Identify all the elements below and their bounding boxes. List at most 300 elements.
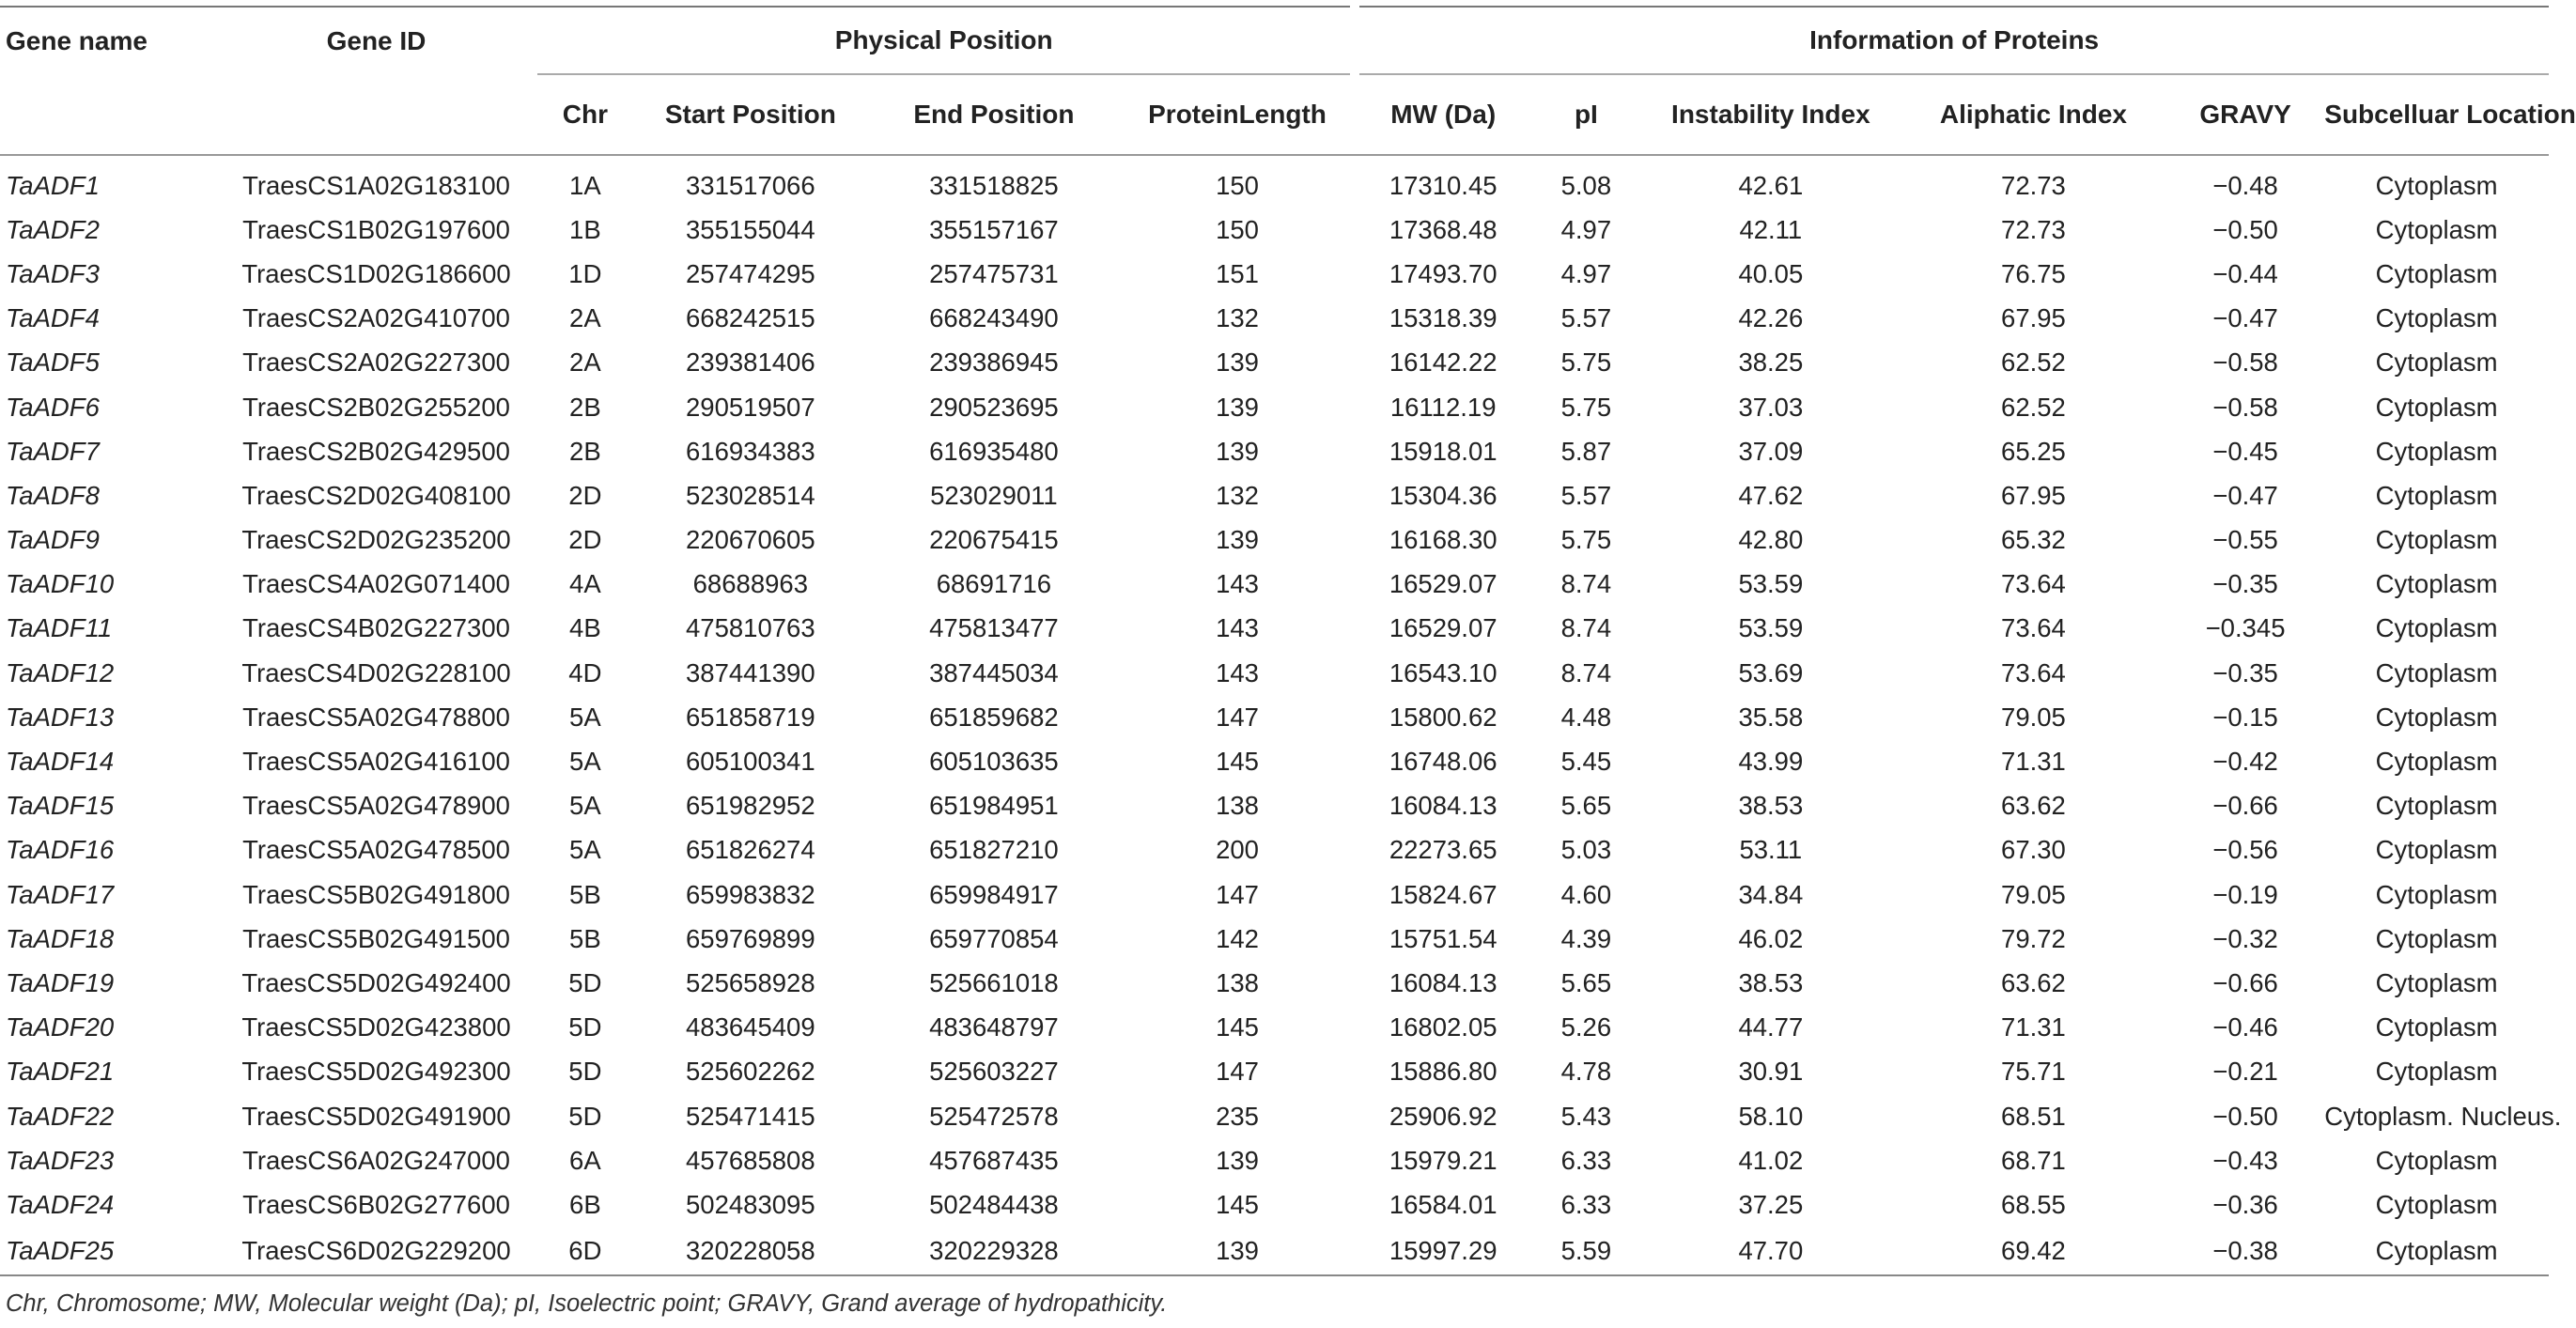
cell-protein-length: 143 (1216, 613, 1259, 643)
table-row (0, 739, 2549, 783)
table-row (0, 872, 2549, 917)
cell-gene-name: TaADF24 (6, 1189, 115, 1219)
cell-gene-name: TaADF7 (6, 436, 100, 466)
cell-gravy: −0.56 (2212, 835, 2278, 865)
cell-aliphatic-index: 67.30 (2001, 835, 2066, 865)
cell-end-position: 387445034 (929, 657, 1059, 687)
cell-subcellular-location: Cytoplasm (2375, 347, 2498, 378)
header-protein-length: ProteinLength (1120, 74, 1356, 155)
cell-instability-index: 35.58 (1738, 702, 1804, 732)
cell-subcellular-location: Cytoplasm (2375, 923, 2498, 953)
cell-protein-length: 147 (1216, 702, 1259, 732)
cell-gene-name: TaADF11 (6, 613, 113, 643)
cell-end-position: 616935480 (929, 436, 1059, 466)
cell-pi: 5.75 (1560, 392, 1612, 422)
cell-gene-id: TraesCS1A02G183100 (242, 170, 510, 200)
cell-start-position: 616934383 (686, 436, 815, 466)
cell-protein-length: 139 (1120, 1228, 1356, 1275)
cell-start-position: 331517066 (686, 170, 815, 200)
cell-aliphatic-index: 68.51 (2001, 1101, 2066, 1131)
cell-mw: 15997.29 (1355, 1228, 1531, 1275)
cell-start-position: 523028514 (686, 480, 815, 510)
cell-subcellular-location: Cytoplasm (2375, 480, 2498, 510)
cell-subcellular-location: Cytoplasm (2375, 258, 2498, 288)
cell-start-position: 605100341 (686, 747, 815, 777)
cell-protein-length: 150 (1216, 214, 1259, 244)
table-row (0, 917, 2549, 961)
cell-instability-index: 38.25 (1738, 347, 1804, 378)
header-chr: Chr (537, 74, 632, 155)
cell-instability-index: 37.25 (1738, 1189, 1804, 1219)
cell-end-position: 239386945 (929, 347, 1059, 378)
header-physical-position: Physical Position (537, 7, 1355, 74)
cell-protein-length: 150 (1216, 170, 1259, 200)
cell-start-position: 239381406 (686, 347, 815, 378)
cell-mw: 16529.07 (1389, 569, 1497, 599)
table-row (0, 563, 2549, 607)
cell-mw: 17493.70 (1389, 258, 1497, 288)
cell-gravy: −0.44 (2212, 258, 2278, 288)
cell-chr: 2B (569, 392, 601, 422)
cell-gravy: −0.36 (2212, 1189, 2278, 1219)
cell-gravy: −0.15 (2212, 702, 2278, 732)
cell-gene-id: TraesCS5A02G478800 (242, 702, 510, 732)
cell-mw: 15979.21 (1389, 1145, 1497, 1175)
table-header (0, 7, 2576, 155)
adf-gene-table (0, 6, 2576, 1276)
cell-end-position: 257475731 (929, 258, 1059, 288)
cell-mw: 17368.48 (1389, 214, 1497, 244)
cell-instability-index: 44.77 (1738, 1012, 1804, 1042)
cell-gene-name: TaADF16 (6, 835, 115, 865)
cell-aliphatic-index: 75.71 (2001, 1057, 2066, 1087)
cell-protein-length: 138 (1216, 967, 1259, 997)
cell-subcellular-location: Cytoplasm (2375, 170, 2498, 200)
cell-pi: 4.48 (1560, 702, 1612, 732)
cell-start-position: 659769899 (686, 923, 815, 953)
cell-instability-index: 40.05 (1738, 258, 1804, 288)
cell-end-position: 605103635 (929, 747, 1059, 777)
cell-aliphatic-index: 73.64 (2001, 657, 2066, 687)
cell-pi: 5.45 (1560, 747, 1612, 777)
cell-instability-index: 58.10 (1738, 1101, 1804, 1131)
cell-instability-index: 46.02 (1738, 923, 1804, 953)
header-instability-index: Instability Index (1641, 74, 1901, 155)
cell-protein-length: 145 (1216, 1189, 1259, 1219)
cell-gravy: −0.58 (2212, 347, 2278, 378)
table-row (0, 252, 2549, 296)
cell-instability-index: 41.02 (1738, 1145, 1804, 1175)
cell-subcellular-location: Cytoplasm (2375, 791, 2498, 821)
table-row (0, 208, 2549, 252)
cell-protein-length: 139 (1216, 525, 1259, 555)
cell-subcellular-location: Cytoplasm (2375, 747, 2498, 777)
cell-subcellular-location: Cytoplasm (2375, 569, 2498, 599)
cell-end-position: 320229328 (868, 1228, 1120, 1275)
cell-gene-name: TaADF6 (6, 392, 100, 422)
header-gene-id: Gene ID (215, 7, 537, 74)
cell-aliphatic-index: 69.42 (1901, 1228, 2166, 1275)
table-row (0, 297, 2549, 341)
cell-gene-id: TraesCS5D02G491900 (241, 1101, 511, 1131)
header-row-groups (0, 7, 2549, 74)
cell-gene-name: TaADF15 (6, 791, 115, 821)
cell-aliphatic-index: 63.62 (2001, 791, 2066, 821)
cell-start-position: 659983832 (686, 879, 815, 909)
cell-gravy: −0.35 (2212, 657, 2278, 687)
cell-mw: 16584.01 (1389, 1189, 1497, 1219)
cell-mw: 15800.62 (1389, 702, 1497, 732)
cell-aliphatic-index: 67.95 (2001, 480, 2066, 510)
cell-pi: 8.74 (1560, 613, 1612, 643)
cell-mw: 16748.06 (1389, 747, 1497, 777)
cell-gravy: −0.47 (2212, 303, 2278, 333)
cell-gene-name: TaADF23 (6, 1145, 115, 1175)
cell-subcellular-location: Cytoplasm (2375, 1012, 2498, 1042)
table-row (0, 1094, 2549, 1138)
cell-pi: 5.03 (1560, 835, 1612, 865)
cell-subcellular-location: Cytoplasm (2375, 1189, 2498, 1219)
cell-pi: 6.33 (1560, 1189, 1612, 1219)
cell-start-position: 355155044 (686, 214, 815, 244)
cell-gene-name: TaADF1 (6, 170, 100, 200)
cell-subcellular-location: Cytoplasm. Nucleus. (2324, 1101, 2562, 1131)
cell-pi: 4.78 (1560, 1057, 1612, 1087)
cell-chr: 2A (569, 303, 601, 333)
cell-end-position: 525603227 (929, 1057, 1059, 1087)
cell-instability-index: 37.03 (1738, 392, 1804, 422)
table-row (0, 385, 2549, 429)
cell-end-position: 525472578 (929, 1101, 1059, 1131)
cell-pi: 4.60 (1560, 879, 1612, 909)
cell-start-position: 651858719 (686, 702, 815, 732)
table-row (0, 695, 2549, 739)
cell-gene-name: TaADF4 (6, 303, 100, 333)
cell-protein-length: 138 (1216, 791, 1259, 821)
cell-gene-id: TraesCS2B02G429500 (242, 436, 510, 466)
cell-protein-length: 139 (1216, 436, 1259, 466)
cell-aliphatic-index: 79.05 (2001, 702, 2066, 732)
cell-gravy: −0.47 (2212, 480, 2278, 510)
cell-gene-id: TraesCS1B02G197600 (242, 214, 510, 244)
cell-gene-id: TraesCS2A02G410700 (242, 303, 510, 333)
cell-end-position: 290523695 (929, 392, 1059, 422)
cell-aliphatic-index: 79.05 (2001, 879, 2066, 909)
cell-gravy: −0.32 (2212, 923, 2278, 953)
cell-aliphatic-index: 76.75 (2001, 258, 2066, 288)
cell-protein-length: 132 (1216, 303, 1259, 333)
cell-gene-id: TraesCS4A02G071400 (242, 569, 510, 599)
cell-pi: 5.87 (1560, 436, 1612, 466)
cell-instability-index: 37.09 (1738, 436, 1804, 466)
cell-start-position: 651826274 (686, 835, 815, 865)
cell-gene-id: TraesCS5A02G478900 (242, 791, 510, 821)
cell-chr: 2D (568, 480, 602, 510)
table-row (0, 828, 2549, 872)
cell-mw: 16112.19 (1389, 392, 1497, 422)
cell-gravy: −0.45 (2212, 436, 2278, 466)
cell-gene-name: TaADF14 (6, 747, 115, 777)
table-row (0, 473, 2549, 517)
cell-mw: 25906.92 (1389, 1101, 1497, 1131)
cell-mw: 16084.13 (1389, 791, 1497, 821)
cell-subcellular-location: Cytoplasm (2375, 436, 2498, 466)
cell-end-position: 525661018 (929, 967, 1059, 997)
cell-end-position: 475813477 (929, 613, 1059, 643)
cell-gene-name: TaADF25 (0, 1228, 215, 1275)
cell-subcellular-location: Cytoplasm (2375, 835, 2498, 865)
header-subcellular-location: Subcelluar Location (2324, 74, 2549, 155)
cell-chr: 5B (569, 923, 601, 953)
table-row (0, 341, 2549, 385)
cell-gene-id: TraesCS5D02G492300 (241, 1057, 511, 1087)
cell-gene-name: TaADF2 (6, 214, 100, 244)
cell-aliphatic-index: 71.31 (2001, 1012, 2066, 1042)
cell-chr: 5A (569, 702, 601, 732)
table-footnote: Chr, Chromosome; MW, Molecular weight (Da); pI, Isoelectric point; GRAVY, Grand average of hydropathicity. (6, 1290, 1168, 1317)
cell-start-position: 387441390 (686, 657, 815, 687)
table-body (0, 155, 2562, 1275)
cell-pi: 5.57 (1560, 480, 1612, 510)
cell-aliphatic-index: 62.52 (2001, 392, 2066, 422)
header-blank-2 (215, 74, 537, 155)
cell-start-position: 257474295 (686, 258, 815, 288)
cell-instability-index: 38.53 (1738, 791, 1804, 821)
cell-gene-id: TraesCS5B02G491800 (242, 879, 510, 909)
cell-gene-name: TaADF21 (6, 1057, 115, 1087)
cell-gravy: −0.345 (2205, 613, 2286, 643)
cell-gene-id: TraesCS2B02G255200 (242, 392, 510, 422)
cell-protein-length: 142 (1216, 923, 1259, 953)
cell-mw: 16543.10 (1389, 657, 1497, 687)
cell-start-position: 220670605 (686, 525, 815, 555)
cell-protein-length: 139 (1216, 347, 1259, 378)
cell-gene-id: TraesCS2A02G227300 (242, 347, 510, 378)
cell-mw: 16802.05 (1389, 1012, 1497, 1042)
cell-end-position: 651984951 (929, 791, 1059, 821)
cell-protein-length: 145 (1216, 1012, 1259, 1042)
cell-pi: 5.08 (1560, 170, 1612, 200)
cell-mw: 16168.30 (1389, 525, 1497, 555)
cell-protein-length: 139 (1216, 392, 1259, 422)
cell-gravy: −0.38 (2166, 1228, 2324, 1275)
cell-start-position: 668242515 (686, 303, 815, 333)
cell-mw: 17310.45 (1389, 170, 1497, 200)
cell-start-position: 651982952 (686, 791, 815, 821)
cell-end-position: 659770854 (929, 923, 1059, 953)
cell-protein-length: 151 (1216, 258, 1259, 288)
cell-protein-length: 132 (1216, 480, 1259, 510)
cell-mw: 15918.01 (1389, 436, 1497, 466)
cell-protein-length: 143 (1216, 569, 1259, 599)
cell-mw: 15304.36 (1389, 480, 1497, 510)
cell-mw: 16529.07 (1389, 613, 1497, 643)
header-gene-name: Gene name (0, 7, 215, 74)
cell-end-position: 523029011 (930, 480, 1058, 510)
cell-subcellular-location: Cytoplasm (2375, 702, 2498, 732)
cell-mw: 15318.39 (1389, 303, 1497, 333)
cell-instability-index: 53.59 (1738, 569, 1804, 599)
cell-end-position: 651827210 (929, 835, 1059, 865)
cell-start-position: 525471415 (686, 1101, 815, 1131)
cell-gene-name: TaADF20 (6, 1012, 115, 1042)
cell-gene-name: TaADF18 (6, 923, 115, 953)
cell-gravy: −0.50 (2212, 1101, 2278, 1131)
cell-chr: 1A (569, 170, 601, 200)
cell-chr: 4B (569, 613, 601, 643)
cell-instability-index: 42.11 (1739, 214, 1803, 244)
cell-aliphatic-index: 65.32 (2001, 525, 2066, 555)
table-row (0, 607, 2549, 651)
table-row (0, 1182, 2549, 1227)
cell-protein-length: 143 (1216, 657, 1259, 687)
cell-gene-id: TraesCS5B02G491500 (242, 923, 510, 953)
table-row (0, 961, 2549, 1005)
cell-aliphatic-index: 68.71 (2001, 1145, 2066, 1175)
cell-gene-id: TraesCS6A02G247000 (242, 1145, 510, 1175)
table-row (0, 155, 2549, 208)
cell-gene-id: TraesCS2D02G408100 (241, 480, 511, 510)
cell-start-position: 320228058 (633, 1228, 868, 1275)
cell-chr: 5B (569, 879, 601, 909)
cell-start-position: 290519507 (686, 392, 815, 422)
cell-subcellular-location: Cytoplasm (2375, 657, 2498, 687)
cell-instability-index: 30.91 (1738, 1057, 1804, 1087)
cell-gravy: −0.66 (2212, 967, 2278, 997)
table-row (0, 1228, 2549, 1275)
cell-end-position: 457687435 (929, 1145, 1059, 1175)
cell-start-position: 502483095 (686, 1189, 815, 1219)
cell-mw: 16142.22 (1389, 347, 1497, 378)
cell-instability-index: 42.80 (1738, 525, 1804, 555)
cell-protein-length: 200 (1216, 835, 1259, 865)
cell-gravy: −0.48 (2212, 170, 2278, 200)
header-gravy: GRAVY (2166, 74, 2324, 155)
cell-chr: 6B (569, 1189, 601, 1219)
cell-chr: 6A (569, 1145, 601, 1175)
cell-subcellular-location: Cytoplasm (2375, 1057, 2498, 1087)
cell-end-position: 502484438 (929, 1189, 1059, 1219)
cell-pi: 8.74 (1560, 569, 1612, 599)
cell-end-position: 668243490 (929, 303, 1059, 333)
cell-gene-name: TaADF8 (6, 480, 100, 510)
cell-gene-name: TaADF10 (6, 569, 115, 599)
cell-pi: 5.59 (1531, 1228, 1641, 1275)
cell-protein-length: 139 (1216, 1145, 1259, 1175)
cell-aliphatic-index: 68.55 (2001, 1189, 2066, 1219)
cell-pi: 4.97 (1560, 214, 1612, 244)
cell-chr: 5D (568, 1057, 602, 1087)
cell-aliphatic-index: 73.64 (2001, 569, 2066, 599)
cell-chr: 5D (568, 967, 602, 997)
cell-subcellular-location: Cytoplasm (2375, 1145, 2498, 1175)
cell-instability-index: 43.99 (1738, 747, 1804, 777)
cell-pi: 8.74 (1560, 657, 1612, 687)
cell-aliphatic-index: 73.64 (2001, 613, 2066, 643)
cell-instability-index: 42.26 (1738, 303, 1804, 333)
header-mw: MW (Da) (1355, 74, 1531, 155)
cell-pi: 5.75 (1560, 525, 1612, 555)
cell-subcellular-location: Cytoplasm (2375, 303, 2498, 333)
cell-gene-name: TaADF5 (6, 347, 100, 378)
cell-gene-id: TraesCS4D02G228100 (241, 657, 511, 687)
cell-aliphatic-index: 65.25 (2001, 436, 2066, 466)
header-information-of-proteins: Information of Proteins (1355, 7, 2549, 74)
cell-gene-id: TraesCS2D02G235200 (241, 525, 511, 555)
table-row (0, 1138, 2549, 1182)
cell-aliphatic-index: 79.72 (2001, 923, 2066, 953)
cell-mw: 15751.54 (1389, 923, 1497, 953)
header-start-position: Start Position (633, 74, 868, 155)
cell-end-position: 483648797 (929, 1012, 1059, 1042)
cell-aliphatic-index: 71.31 (2001, 747, 2066, 777)
cell-gravy: −0.50 (2212, 214, 2278, 244)
cell-pi: 4.97 (1560, 258, 1612, 288)
cell-mw: 15886.80 (1389, 1057, 1497, 1087)
cell-start-position: 525658928 (686, 967, 815, 997)
cell-gravy: −0.42 (2212, 747, 2278, 777)
cell-protein-length: 147 (1216, 1057, 1259, 1087)
table-row (0, 1050, 2549, 1094)
cell-chr: 5A (569, 835, 601, 865)
cell-gene-name: TaADF13 (6, 702, 115, 732)
cell-gene-id: TraesCS6B02G277600 (242, 1189, 510, 1219)
cell-gene-name: TaADF3 (6, 258, 100, 288)
cell-gravy: −0.46 (2212, 1012, 2278, 1042)
cell-gene-id: TraesCS4B02G227300 (242, 613, 510, 643)
cell-protein-length: 235 (1216, 1101, 1259, 1131)
cell-pi: 4.39 (1560, 923, 1612, 953)
cell-chr: 4D (568, 657, 602, 687)
cell-aliphatic-index: 72.73 (2001, 214, 2066, 244)
cell-instability-index: 53.11 (1739, 835, 1803, 865)
cell-chr: 4A (569, 569, 601, 599)
cell-subcellular-location: Cytoplasm (2375, 214, 2498, 244)
cell-end-position: 651859682 (929, 702, 1059, 732)
cell-subcellular-location: Cytoplasm (2375, 967, 2498, 997)
cell-gene-id: TraesCS5D02G492400 (241, 967, 511, 997)
cell-start-position: 475810763 (686, 613, 815, 643)
cell-gene-name: TaADF17 (6, 879, 115, 909)
cell-gene-name: TaADF22 (6, 1101, 115, 1131)
cell-instability-index: 47.70 (1641, 1228, 1901, 1275)
cell-chr: 2B (569, 436, 601, 466)
cell-subcellular-location: Cytoplasm (2375, 392, 2498, 422)
cell-instability-index: 47.62 (1738, 480, 1804, 510)
cell-gene-name: TaADF19 (6, 967, 115, 997)
cell-pi: 5.26 (1560, 1012, 1612, 1042)
table-row (0, 518, 2549, 563)
header-row-columns (0, 74, 2549, 155)
header-pi: pI (1531, 74, 1641, 155)
header-blank-1 (0, 74, 215, 155)
cell-end-position: 355157167 (929, 214, 1059, 244)
cell-instability-index: 53.69 (1738, 657, 1804, 687)
cell-subcellular-location: Cytoplasm (2324, 1228, 2549, 1275)
cell-gene-id: TraesCS6D02G229200 (215, 1228, 537, 1275)
cell-gravy: −0.43 (2212, 1145, 2278, 1175)
cell-pi: 5.65 (1560, 791, 1612, 821)
table-container (0, 6, 2576, 1276)
cell-start-position: 483645409 (686, 1012, 815, 1042)
cell-subcellular-location: Cytoplasm (2375, 879, 2498, 909)
cell-pi: 5.57 (1560, 303, 1612, 333)
cell-aliphatic-index: 72.73 (2001, 170, 2066, 200)
cell-chr: 2A (569, 347, 601, 378)
cell-gravy: −0.66 (2212, 791, 2278, 821)
cell-chr: 1D (568, 258, 602, 288)
cell-gene-id: TraesCS5A02G416100 (242, 747, 510, 777)
